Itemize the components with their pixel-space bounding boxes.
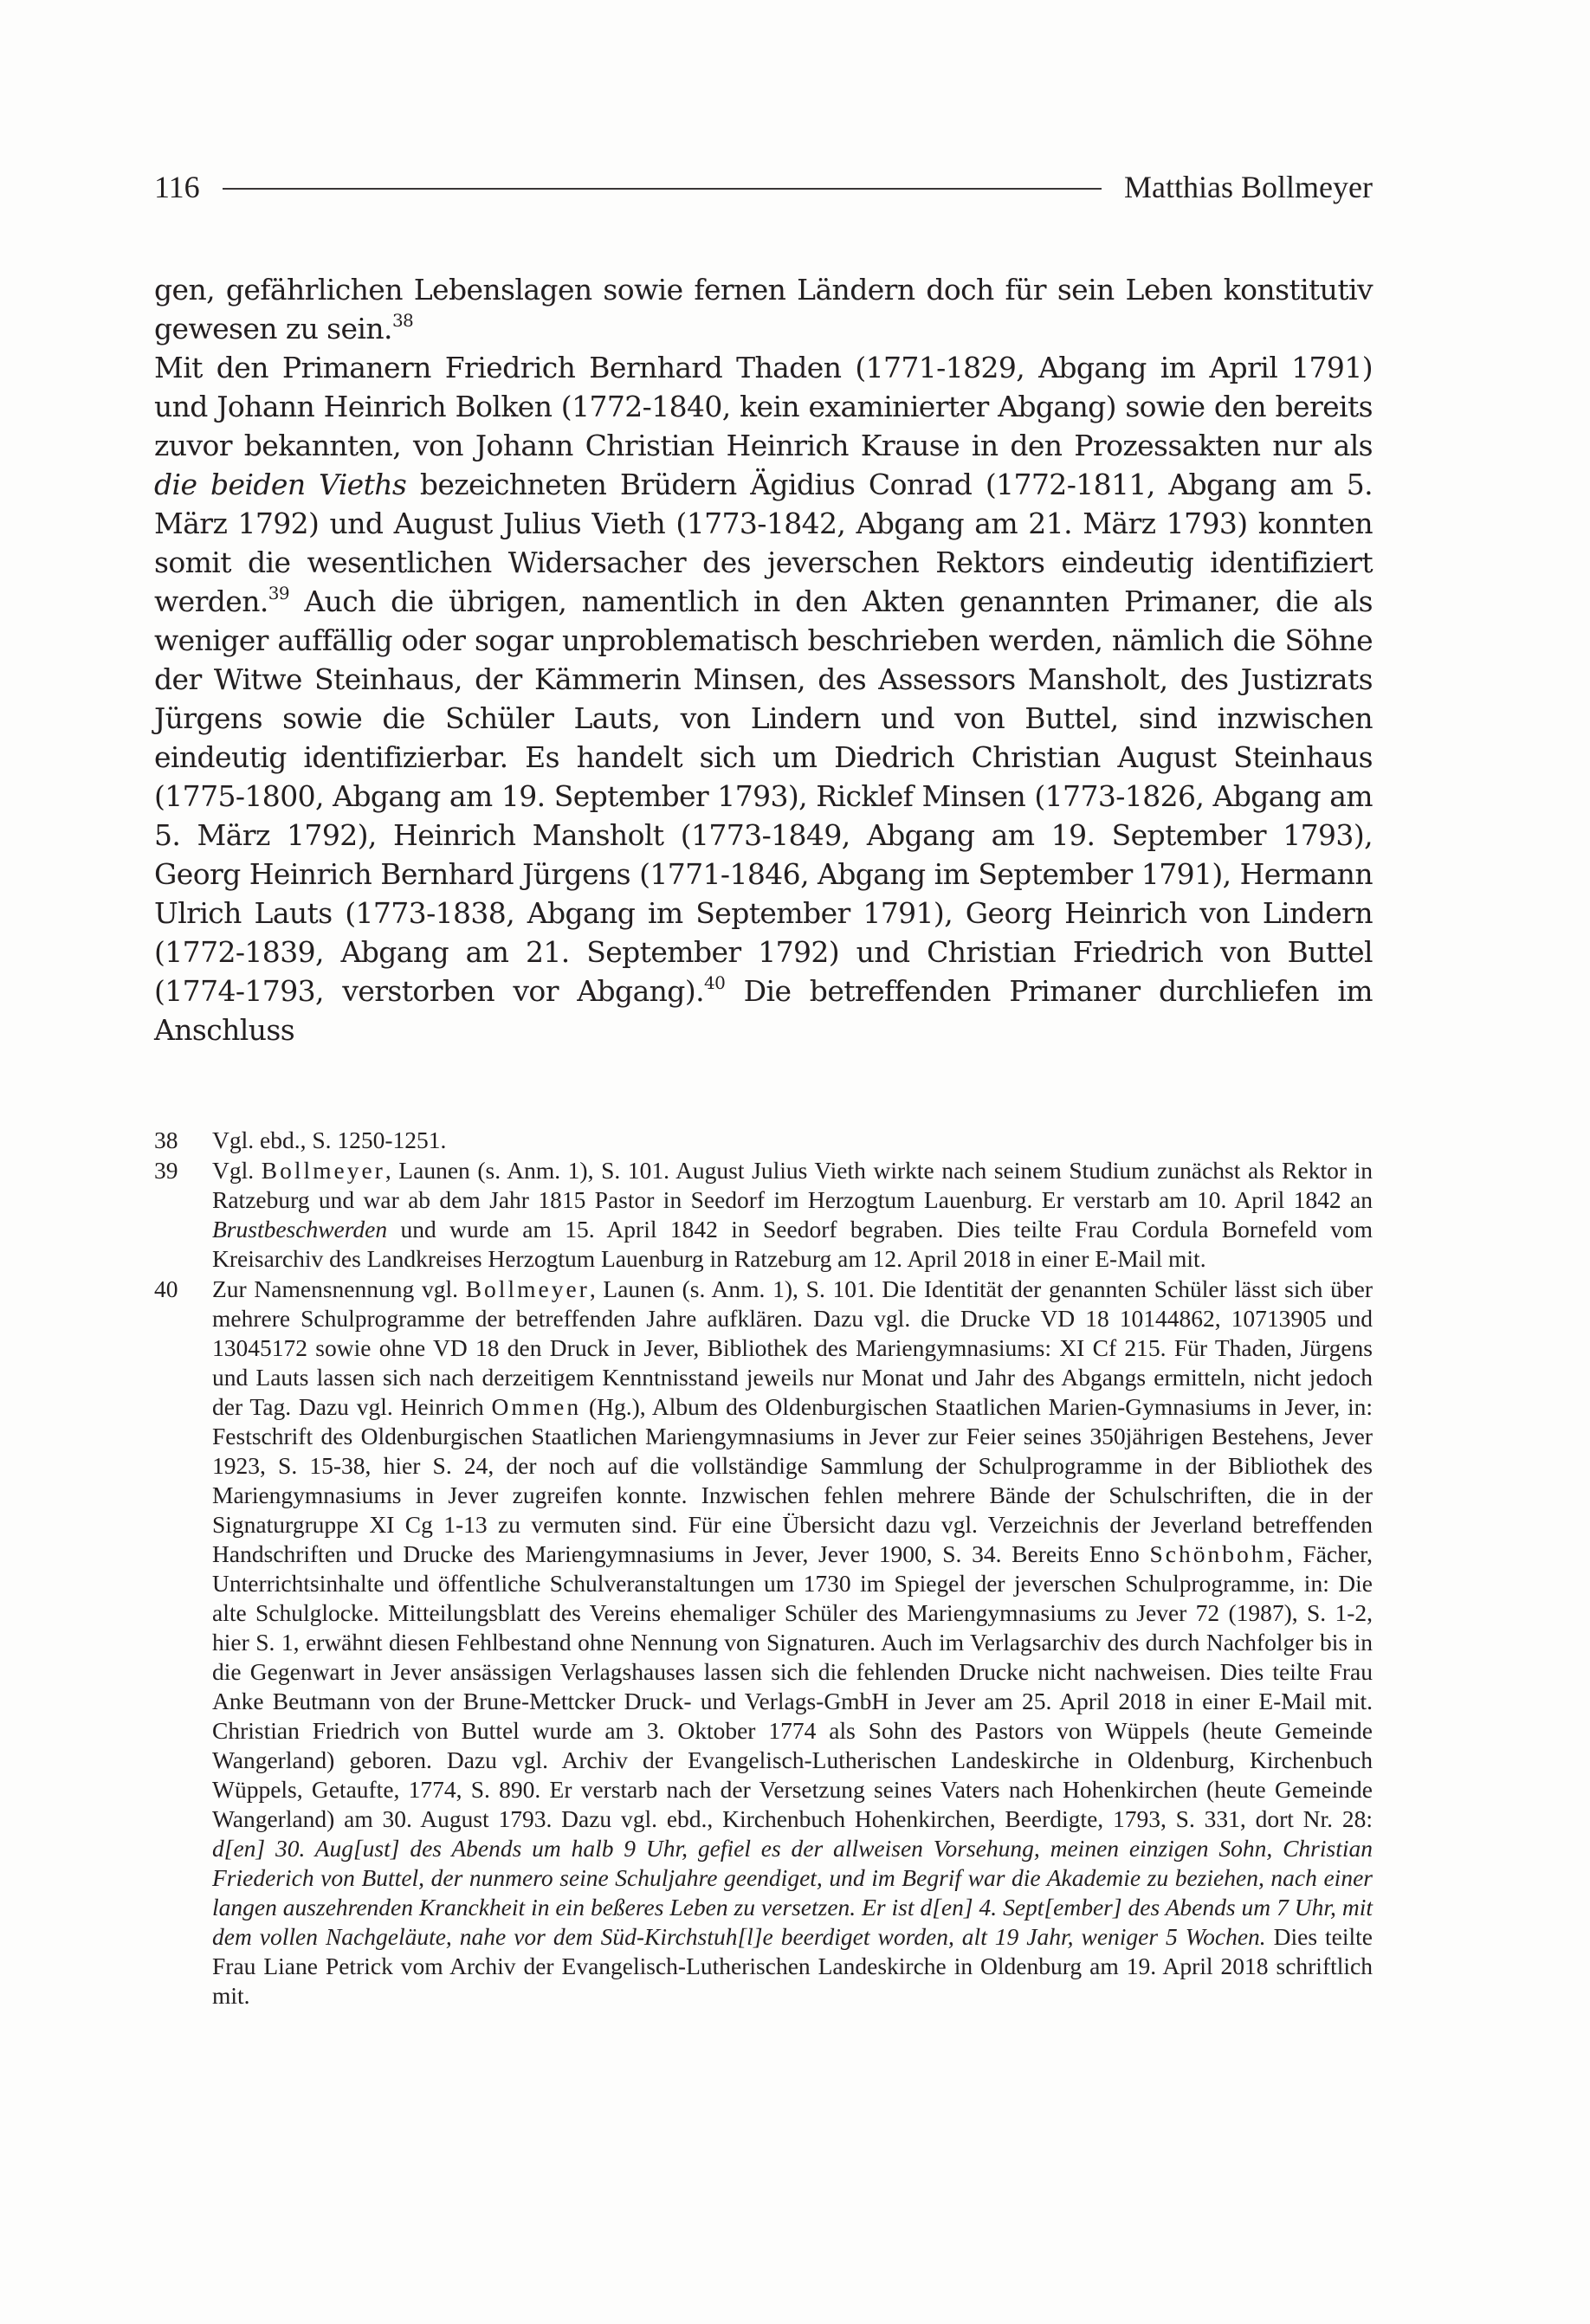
footnote-38 — [154, 1126, 1373, 1155]
footnote-39 — [154, 1156, 1373, 1274]
footnote-number: 38 — [154, 1126, 178, 1153]
paragraph-1 — [154, 270, 1373, 348]
footnote-number: 40 — [154, 1275, 178, 1302]
paragraph-2-text-b: bezeichneten Brüdern Ägidius Conrad (1772-1811, Abgang am 5. März 1792) und August Julius Vieth (1773-1842, Abgang am 21. März 1793) konnten somit die wesentlichen Widersacher des jeverschen Rektors eindeutig identifiziert werden. — [154, 468, 1373, 618]
footnote-text: Vgl. ebd., S. 1250-1251. — [212, 1126, 447, 1153]
footnote-text-part: (Hg.), Album des Oldenburgischen Staatlichen Marien-Gymnasiums in Jever, in: Festschrift des Oldenburgischen Staatlichen Mariengymnasiums in Jever zur Feier seines 350jährigen Bestehens, Jever 1923, S. 15-38, hier S. 24, der noch auf die vollständige Sammlung der Schulprogramme in der Bibliothek des Mariengymnasiums in Jever zugreifen konnte. Inzwischen fehlen mehrere Bände der Schulschriften, die in der Signaturgruppe XI Cg 1-13 zu vermuten sind. Für eine Übersicht dazu vgl. Verzeichnis der Jeverland betreffenden Handschriften und Drucke des Mariengymnasiums in Jever, Jever 1900, S. 34. Bereits Enno — [212, 1393, 1373, 1567]
footnote-text-part: , Launen (s. Anm. 1), S. 101. Die Identität der genannten Schüler lässt sich über mehrere Schulprogramme der betreffenden Jahre aufklären. Dazu vgl. die Drucke VD 18 10144862, 10713905 und 13045172 sowie ohne VD 18 den Druck in Jever, Bibliothek des Mariengymnasiums: XI Cf 215. Für Thaden, Jürgens und Lauts lassen sich nach derzeitigem Kenntnisstand jeweils nur Monat und Jahr des Abgangs ermitteln, nicht jedoch der Tag. Dazu vgl. Heinrich — [212, 1275, 1373, 1420]
author-name: Schönbohm — [1149, 1540, 1287, 1567]
page-number: 116 — [154, 170, 200, 204]
footnote-ref-40[interactable]: 40 — [703, 972, 726, 993]
paragraph-2-text-d: Die betreffenden Primaner durchliefen im Anschluss — [154, 974, 1373, 1047]
footnote-text — [212, 1275, 1373, 2011]
footnote-text — [212, 1156, 1373, 1274]
running-head-author: Matthias Bollmeyer — [1124, 170, 1373, 204]
footnote-text-part: Zur Namensnennung vgl. — [212, 1275, 466, 1302]
paragraph-2 — [154, 348, 1373, 1049]
author-name: Ommen — [491, 1393, 582, 1420]
header-rule — [223, 188, 1102, 190]
footnote-text-part: Vgl. — [212, 1157, 262, 1184]
paragraph-1-text: gen, gefährlichen Lebenslagen sowie fernen Ländern doch für sein Leben konstitutiv gewesen zu sein. — [154, 273, 1373, 345]
author-name: Bollmeyer — [261, 1157, 385, 1184]
footnote-italic: Brustbeschwerden — [212, 1216, 388, 1243]
footnote-number: 39 — [154, 1157, 178, 1184]
footnote-ref-39[interactable]: 39 — [268, 583, 289, 604]
footnote-text-part: , Fächer, Unterrichtsinhalte und öffentliche Schulveranstaltungen um 1730 im Spiegel der jeverschen Schulprogramme, in: Die alte Schulglocke. Mitteilungsblatt des Vereins ehemaliger Schüler des Mariengymnasiums zu Jever 72 (1987), S. 1-2, hier S. 1, erwähnt diesen Fehlbestand ohne Nennung von Signaturen. Auch im Verlagsarchiv des durch Nachfolger bis in die Gegenwart in Jever ansässigen Verlagshauses lassen sich die fehlenden Drucke nicht nachweisen. Dies teilte Frau Anke Beutmann von der Brune-Mettcker Druck- und Verlags-GmbH in Jever am 25. April 2018 in einer E-Mail mit. Christian Friedrich von Buttel wurde am 3. Oktober 1774 als Sohn des Pastors von Wüppels (heute Gemeinde Wangerland) geboren. Dazu vgl. Archiv der Evangelisch-Lutherischen Landeskirche in Oldenburg, Kirchenbuch Wüppels, Getaufte, 1774, S. 890. Er verstarb nach der Versetzung seines Vaters nach Hohenkirchen (heute Gemeinde Wangerland) am 30. August 1793. Dazu vgl. ebd., Kirchenbuch Hohenkirchen, Beerdigte, 1793, S. 331, dort Nr. 28: — [212, 1540, 1373, 1832]
footnote-ref-38[interactable]: 38 — [391, 310, 414, 331]
running-head — [154, 161, 1373, 213]
author-name: Bollmeyer — [465, 1275, 590, 1302]
footnotes — [154, 1126, 1373, 2011]
paragraph-2-text-c: Auch die übrigen, namentlich in den Akten genannten Primaner, die als weniger auffällig oder sogar unproblematisch beschrieben werden, nämlich die Söhne der Witwe Steinhaus, der Kämmerin Minsen, des Assessors Mansholt, des Justizrats Jürgens sowie die Schüler Lauts, von Lindern und von Buttel, sind inzwischen eindeutig identifizierbar. Es handelt sich um Diedrich Christian August Steinhaus (1775-1800, Abgang am 19. September 1793), Ricklef Minsen (1773-1826, Abgang am 5. März 1792), Heinrich Mansholt (1773-1849, Abgang am 19. September 1793), Georg Heinrich Bernhard Jürgens (1771-1846, Abgang im September 1791), Hermann Ulrich Lauts (1773-1838, Abgang im September 1791), Georg Heinrich von Lindern (1772-1839, Abgang am 21. September 1792) und Christian Friedrich von Buttel (1774-1793, verstorben vor Abgang). — [154, 584, 1373, 1008]
footnote-italic: d[en] 30. Aug[ust] des Abends um halb 9 Uhr, gefiel es der allweisen Vorsehung, meinen einzigen Sohn, Christian Friederich von Buttel, der nunmero seine Schuljahre geendiget, und im Begrif war die Akademie zu beziehen, nach einer langen auszehrenden Kranckheit in ein beßeres Leben zu versetzen. Er ist d[en] 4. Sept[ember] des Abends um 7 Uhr, mit dem vollen Nachgeläute, nahe vor dem Süd-Kirchstuh[l]e beerdiget worden, alt 19 Jahr, weniger 5 Wochen. — [212, 1835, 1373, 1950]
main-text — [154, 270, 1373, 1049]
paragraph-2-italic: die beiden Vieths — [154, 468, 407, 501]
footnote-text-part: , Launen (s. Anm. 1), S. 101. August Julius Vieth wirkte nach seinem Studium zunächst als Rektor in Ratzeburg und war ab dem Jahr 1815 Pastor in Seedorf im Herzogtum Lauenburg. Er verstarb am 10. April 1842 an — [212, 1157, 1373, 1213]
footnote-text-part: und wurde am 15. April 1842 in Seedorf begraben. Dies teilte Frau Cordula Bornefeld vom Kreisarchiv des Landkreises Herzogtum Lauenburg in Ratzeburg am 12. April 2018 in einer E-Mail mit. — [212, 1216, 1373, 1272]
footnote-text-part: Dies teilte Frau Liane Petrick vom Archiv der Evangelisch-Lutherischen Landeskirche in Oldenburg am 19. April 2018 schriftlich mit. — [212, 1923, 1373, 2009]
footnote-40 — [154, 1275, 1373, 2011]
paragraph-2-text-a: Mit den Primanern Friedrich Bernhard Thaden (1771-1829, Abgang im April 1791) und Johann Heinrich Bolken (1772-1840, kein examinierter Abgang) sowie den bereits zuvor bekannten, von Johann Christian Heinrich Krause in den Prozessakten nur als — [154, 351, 1373, 462]
